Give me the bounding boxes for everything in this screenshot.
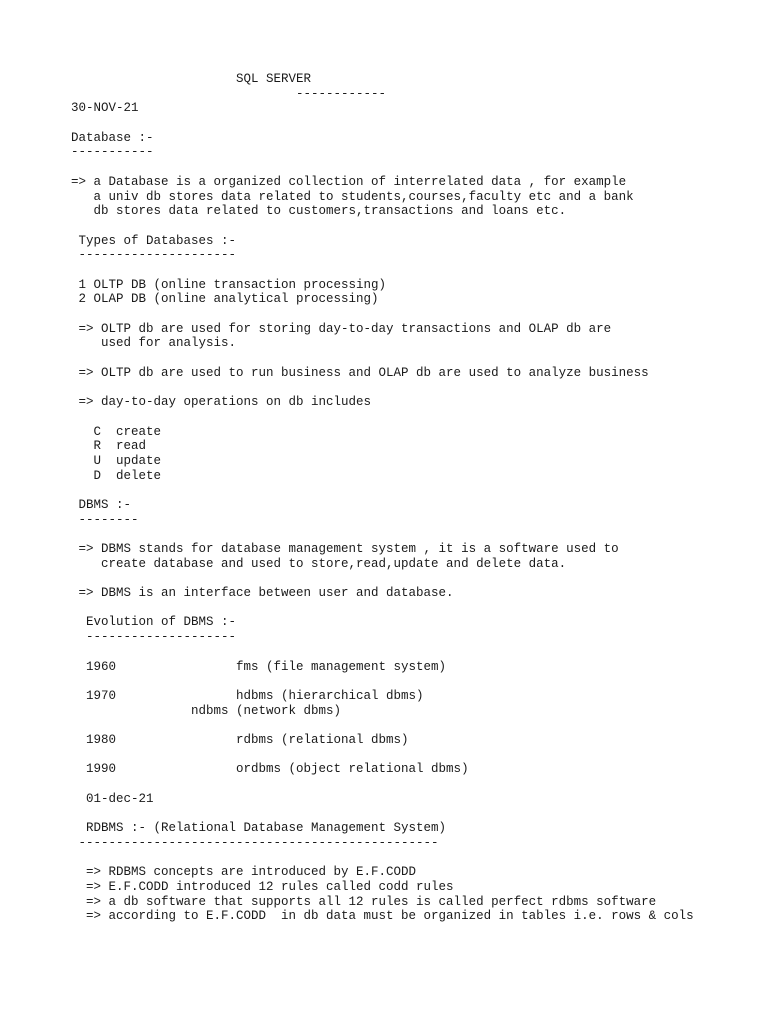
document-line: C create <box>71 424 162 439</box>
document-line: Database :- <box>71 130 154 145</box>
document-line: U update <box>71 453 162 468</box>
document-line: 2 OLAP DB (online analytical processing) <box>71 292 379 307</box>
document-line <box>71 410 694 425</box>
document-line: Types of Databases :- <box>71 233 237 248</box>
document-line: => E.F.CODD introduced 12 rules called codd rules <box>71 879 454 894</box>
document-line <box>71 160 694 175</box>
document-line: ------------------------------------------------ <box>71 835 439 850</box>
document-line <box>71 718 694 733</box>
document-line: ------------ <box>71 86 387 101</box>
document-body <box>71 72 694 924</box>
document-line: => OLTP db are used to run business and OLAP db are used to analyze business <box>71 365 649 380</box>
document-line: 01-dec-21 <box>71 791 154 806</box>
document-line <box>71 263 694 278</box>
document-line <box>71 806 694 821</box>
document-line: SQL SERVER <box>71 72 312 86</box>
document-line: => a Database is a organized collection of interrelated data , for example <box>71 174 627 189</box>
document-line <box>71 219 694 234</box>
document-line <box>71 601 694 616</box>
document-line: -------- <box>71 512 139 527</box>
document-line: => RDBMS concepts are introduced by E.F.CODD <box>71 865 417 880</box>
document-line <box>71 645 694 660</box>
document-line: => DBMS stands for database management system , it is a software used to <box>71 542 619 556</box>
document-line: a univ db stores data related to students,courses,faculty etc and a bank <box>71 189 634 204</box>
document-line: => DBMS is an interface between user and database. <box>71 586 454 601</box>
document-line: 1970 hdbms (hierarchical dbms) <box>71 688 424 703</box>
document-line: => a db software that supports all 12 rules is called perfect rdbms software <box>71 894 657 909</box>
document-line: create database and used to store,read,update and delete data. <box>71 556 567 571</box>
document-line <box>71 850 694 865</box>
document-line: used for analysis. <box>71 336 237 351</box>
document-line <box>71 351 694 366</box>
document-line <box>71 748 694 763</box>
document-line: => day-to-day operations on db includes <box>71 395 372 410</box>
document-line: -------------------- <box>71 630 237 645</box>
document-line: R read <box>71 439 147 454</box>
document-line: --------------------- <box>71 248 237 263</box>
document-line: DBMS :- <box>71 497 132 512</box>
document-line <box>71 307 694 322</box>
document-line <box>71 483 694 498</box>
document-line <box>71 527 694 542</box>
document-line: 1960 fms (file management system) <box>71 659 447 674</box>
document-line: 1980 rdbms (relational dbms) <box>71 732 409 747</box>
document-line: RDBMS :- (Relational Database Management System) <box>71 821 447 836</box>
document-line: => according to E.F.CODD in db data must be organized in tables i.e. rows & cols <box>71 909 694 924</box>
document-line: 1 OLTP DB (online transaction processing) <box>71 277 387 292</box>
document-line: 1990 ordbms (object relational dbms) <box>71 762 469 777</box>
document-line: ndbms (network dbms) <box>71 703 342 718</box>
document-line <box>71 116 694 131</box>
document-line: db stores data related to customers,transactions and loans etc. <box>71 204 567 219</box>
document-line <box>71 674 694 689</box>
document-line: D delete <box>71 468 162 483</box>
document-line <box>71 777 694 792</box>
document-line <box>71 571 694 586</box>
document-line: ----------- <box>71 145 154 160</box>
document-line: => OLTP db are used for storing day-to-day transactions and OLAP db are <box>71 321 612 336</box>
document-line <box>71 380 694 395</box>
document-line: 30-NOV-21 <box>71 101 139 116</box>
document-line: Evolution of DBMS :- <box>71 615 237 630</box>
